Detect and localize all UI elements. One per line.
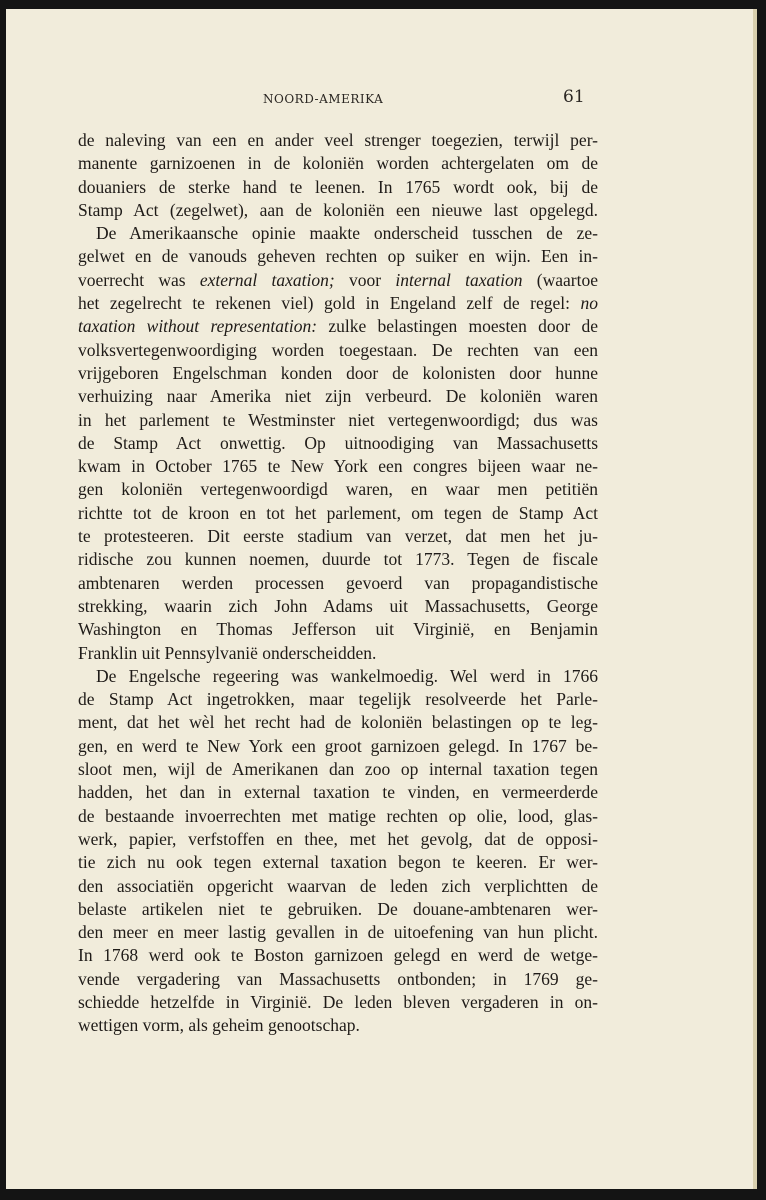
page-number: 61 (563, 87, 585, 107)
text-line: ment, dat het wèl het recht had de koloniën belastingen op te leg- (78, 712, 598, 733)
text-line: gen, en werd te New York een groot garnizoen gelegd. In 1767 be- (78, 735, 598, 756)
text-run: voerrecht was (78, 269, 200, 290)
text-line: in het parlement te Westminster niet vertegenwoordigd; dus was (78, 409, 598, 430)
text-line: schiedde hetzelfde in Virginië. De leden bleven vergaderen in on- (78, 991, 598, 1012)
text-line: manente garnizoenen in de koloniën worden achtergelaten om de (78, 153, 598, 174)
text-line: Washington en Thomas Jefferson uit Virginië, en Benjamin (78, 619, 598, 640)
text-line: de Stamp Act onwettig. Op uitnoodiging van Massachusetts (78, 432, 598, 453)
text-line: kwam in October 1765 te New York een congres bijeen waar ne- (78, 456, 598, 477)
text-line: gelwet en de vanouds geheven rechten op suiker en wijn. Een in- (78, 246, 598, 267)
text-line: strekking, waarin zich John Adams uit Massachusetts, George (78, 595, 598, 616)
text-line: Franklin uit Pennsylvanië onderscheidden. (78, 642, 377, 663)
text-line: de bestaande invoerrechten met matige rechten op olie, lood, glas- (78, 805, 598, 826)
text-line: De Engelsche regeering was wankelmoedig. Wel werd in 1766 (96, 665, 598, 686)
text-line: richtte tot de kroon en tot het parlement, om tegen de Stamp Act (78, 502, 598, 523)
paragraph-1 (78, 129, 598, 222)
text-line: verhuizing naar Amerika niet zijn verbeurd. De koloniën waren (78, 386, 598, 407)
book-page (6, 9, 757, 1189)
text-line: In 1768 werd ook te Boston garnizoen gelegd en werd de wetge- (78, 945, 598, 966)
text-line (78, 292, 598, 315)
text-line: vende vergadering van Massachusetts ontbonden; in 1769 ge- (78, 968, 598, 989)
text-line (78, 269, 598, 292)
text-line: de naleving van een en ander veel strenger toegezien, terwijl per- (78, 130, 598, 150)
text-line: hadden, het dan in external taxation te vinden, en vermeerderde (78, 782, 598, 803)
italic-term: external taxation; (199, 269, 335, 290)
body-text (78, 129, 598, 1038)
text-line: den associatiën opgericht waarvan de leden zich verplichtten de (78, 875, 598, 896)
italic-term: internal taxation (395, 269, 523, 290)
text-line: belaste artikelen niet te gebruiken. De douane-ambtenaren wer- (78, 898, 598, 919)
text-line: sloot men, wijl de Amerikanen dan zoo op internal taxation tegen (78, 759, 598, 780)
text-line: Stamp Act (zegelwet), aan de koloniën een nieuwe last opgelegd. (78, 199, 598, 220)
italic-term: taxation without representation: (78, 316, 318, 337)
running-head: NOORD-AMERIKA (263, 92, 384, 106)
text-run: zulke belastingen moesten door de (317, 316, 598, 337)
text-run: het zegelrecht te rekenen viel) gold in Engeland zelf de regel: (78, 293, 581, 314)
text-line: gen koloniën vertegenwoordigd waren, en waar men petitiën (78, 479, 598, 500)
text-line: tie zich nu ook tegen external taxation begon te keeren. Er wer- (78, 852, 598, 873)
text-run: (waartoe (522, 269, 598, 290)
text-line: de Stamp Act ingetrokken, maar tegelijk resolveerde het Parle- (78, 689, 598, 710)
paragraph-2 (78, 222, 598, 665)
text-line: volksvertegenwoordiging worden toegestaan. De rechten van een (78, 339, 598, 360)
paragraph-3 (78, 665, 598, 1038)
text-line: den meer en meer lastig gevallen in de uitoefening van hun plicht. (78, 922, 598, 943)
text-line (78, 315, 598, 338)
text-line: ridische zou kunnen noemen, duurde tot 1773. Tegen de fiscale (78, 549, 598, 570)
text-line: douaniers de sterke hand te leenen. In 1765 wordt ook, bij de (78, 176, 598, 197)
text-line: werk, papier, verfstoffen en thee, met het gevolg, dat de opposi- (78, 828, 598, 849)
text-line: ambtenaren werden processen gevoerd van propagandistische (78, 572, 598, 593)
italic-term: no (580, 293, 598, 314)
text-line: te protesteeren. Dit eerste stadium van verzet, dat men het ju- (78, 526, 598, 547)
text-line: wettigen vorm, als geheim genootschap. (78, 1015, 360, 1036)
text-line: vrijgeboren Engelschman konden door de kolonisten door hunne (78, 362, 598, 383)
text-run: voor (334, 269, 396, 290)
text-line: De Amerikaansche opinie maakte onderscheid tusschen de ze- (96, 223, 598, 244)
